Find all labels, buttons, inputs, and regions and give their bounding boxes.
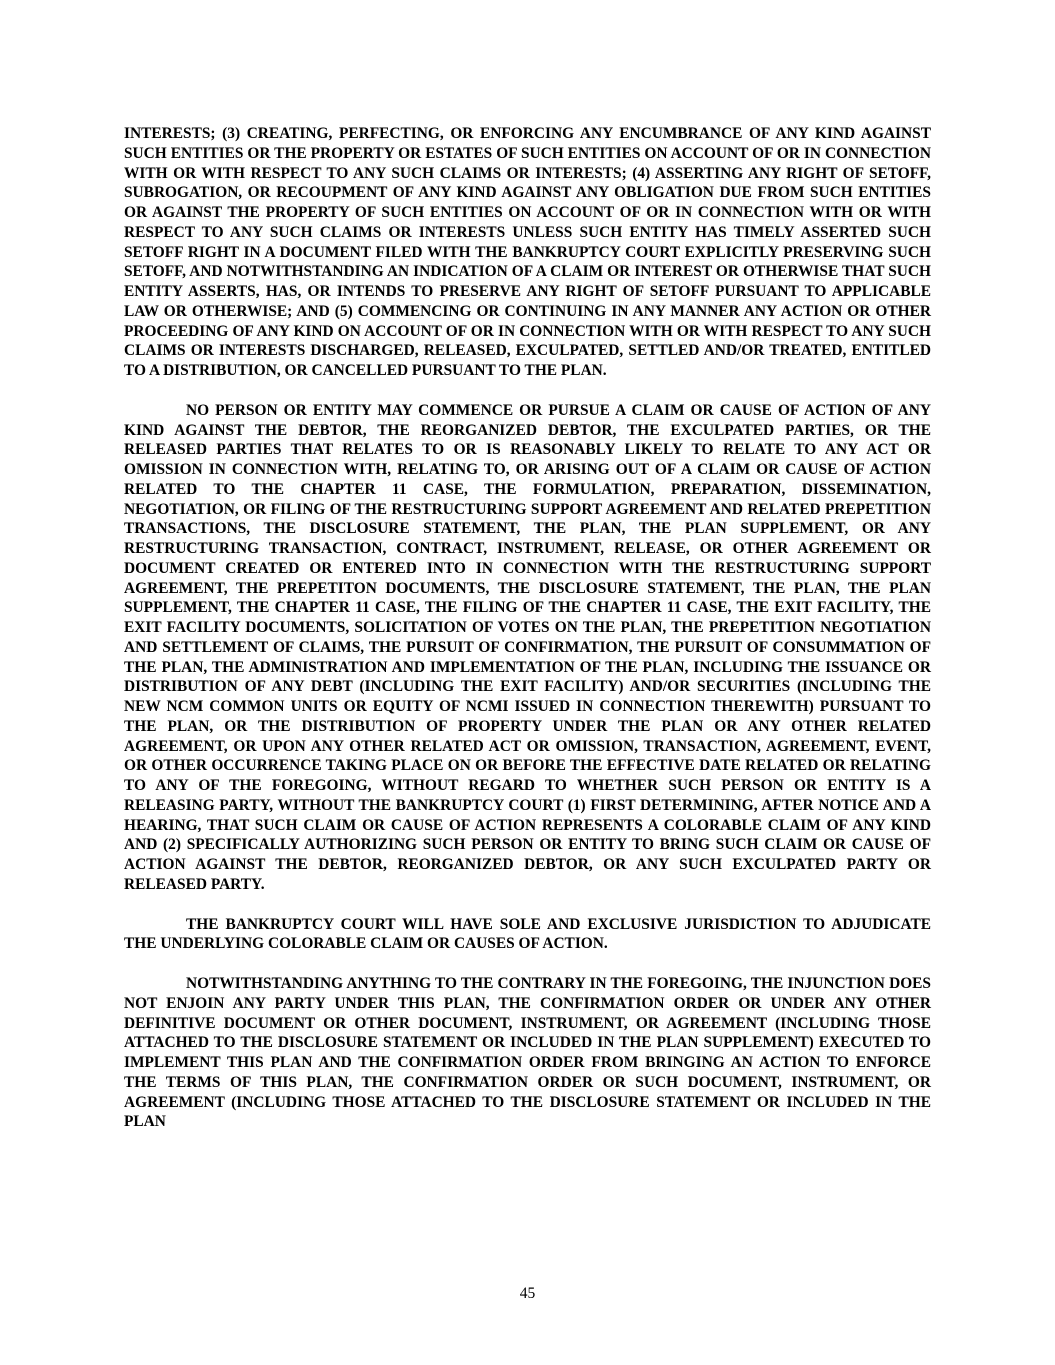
paragraph-jurisdiction: THE BANKRUPTCY COURT WILL HAVE SOLE AND EXCLUSIVE JURISDICTION TO ADJUDICATE THE UNDERLYING COLORABLE CLAIM OR CAUSES OF ACTION.: [124, 915, 931, 953]
paragraph-no-person-claim: NO PERSON OR ENTITY MAY COMMENCE OR PURSUE A CLAIM OR CAUSE OF ACTION OF ANY KIND AGAINST THE DEBTOR, THE REORGANIZED DEBTOR, THE EXCULPATED PARTIES, OR THE RELEASED PARTIES THAT RELATES TO OR IS REASONABLY LIKELY TO RELATE TO ANY ACT OR OMISSION IN CONNECTION WITH, RELATING TO, OR ARISING OUT OF A CLAIM OR CAUSE OF ACTION RELATED TO THE CHAPTER 11 CASE, THE FORMULATION, PREPARATION, DISSEMINATION, NEGOTIATION, OR FILING OF THE RESTRUCTURING SUPPORT AGREEMENT AND RELATED PREPETITION TRANSACTIONS, THE DISCLOSURE STATEMENT, THE PLAN, THE PLAN SUPPLEMENT, OR ANY RESTRUCTURING TRANSACTION, CONTRACT, INSTRUMENT, RELEASE, OR OTHER AGREEMENT OR DOCUMENT CREATED OR ENTERED INTO IN CONNECTION WITH THE RESTRUCTURING SUPPORT AGREEMENT, THE PREPETITON DOCUMENTS, THE DISCLOSURE STATEMENT, THE PLAN, THE PLAN SUPPLEMENT, THE CHAPTER 11 CASE, THE FILING OF THE CHAPTER 11 CASE, THE EXIT FACILITY, THE EXIT FACILITY DOCUMENTS, SOLICITATION OF VOTES ON THE PLAN, THE PREPETITION NEGOTIATION AND SETTLEMENT OF CLAIMS, THE PURSUIT OF CONFIRMATION, THE PURSUIT OF CONSUMMATION OF THE PLAN, THE ADMINISTRATION AND IMPLEMENTATION OF THE PLAN, INCLUDING THE ISSUANCE OR DISTRIBUTION OF ANY DEBT (INCLUDING THE EXIT FACILITY) AND/OR SECURITIES (INCLUDING THE NEW NCM COMMON UNITS OR EQUITY OF NCMI ISSUED IN CONNECTION THEREWITH) PURSUANT TO THE PLAN, OR THE DISTRIBUTION OF PROPERTY UNDER THE PLAN OR ANY OTHER RELATED AGREEMENT, OR UPON ANY OTHER RELATED ACT OR OMISSION, TRANSACTION, AGREEMENT, EVENT, OR OTHER OCCURRENCE TAKING PLACE ON OR BEFORE THE EFFECTIVE DATE RELATED OR RELATING TO ANY OF THE FOREGOING, WITHOUT REGARD TO WHETHER SUCH PERSON OR ENTITY IS A RELEASING PARTY, WITHOUT THE BANKRUPTCY COURT (1) FIRST DETERMINING, AFTER NOTICE AND A HEARING, THAT SUCH CLAIM OR CAUSE OF ACTION REPRESENTS A COLORABLE CLAIM OF ANY KIND AND (2) SPECIFICALLY AUTHORIZING SUCH PERSON OR ENTITY TO BRING SUCH CLAIM OR CAUSE OF ACTION AGAINST THE DEBTOR, REORGANIZED DEBTOR, OR ANY SUCH EXCULPATED PARTY OR RELEASED PARTY.: [124, 401, 931, 893]
page-number: 45: [519, 1285, 536, 1302]
body-text: [124, 124, 931, 1152]
paragraph-continuation: INTERESTS; (3) CREATING, PERFECTING, OR ENFORCING ANY ENCUMBRANCE OF ANY KIND AGAINST SUCH ENTITIES OR THE PROPERTY OR ESTATES OF SUCH ENTITIES ON ACCOUNT OF OR IN CONNECTION WITH OR WITH RESPECT TO ANY SUCH CLAIMS OR INTERESTS; (4) ASSERTING ANY RIGHT OF SETOFF, SUBROGATION, OR RECOUPMENT OF ANY KIND AGAINST ANY OBLIGATION DUE FROM SUCH ENTITIES OR AGAINST THE PROPERTY OF SUCH ENTITIES ON ACCOUNT OF OR IN CONNECTION WITH OR WITH RESPECT TO ANY SUCH CLAIMS OR INTERESTS UNLESS SUCH ENTITY HAS TIMELY ASSERTED SUCH SETOFF RIGHT IN A DOCUMENT FILED WITH THE BANKRUPTCY COURT EXPLICITLY PRESERVING SUCH SETOFF, AND NOTWITHSTANDING AN INDICATION OF A CLAIM OR INTEREST OR OTHERWISE THAT SUCH ENTITY ASSERTS, HAS, OR INTENDS TO PRESERVE ANY RIGHT OF SETOFF PURSUANT TO APPLICABLE LAW OR OTHERWISE; AND (5) COMMENCING OR CONTINUING IN ANY MANNER ANY ACTION OR OTHER PROCEEDING OF ANY KIND ON ACCOUNT OF OR IN CONNECTION WITH OR WITH RESPECT TO ANY SUCH CLAIMS OR INTERESTS DISCHARGED, RELEASED, EXCULPATED, SETTLED AND/OR TREATED, ENTITLED TO A DISTRIBUTION, OR CANCELLED PURSUANT TO THE PLAN.: [124, 125, 931, 379]
paragraph-notwithstanding: NOTWITHSTANDING ANYTHING TO THE CONTRARY IN THE FOREGOING, THE INJUNCTION DOES NOT ENJOIN ANY PARTY UNDER THIS PLAN, THE CONFIRMATION ORDER OR UNDER ANY OTHER DEFINITIVE DOCUMENT OR OTHER DOCUMENT, INSTRUMENT, OR AGREEMENT (INCLUDING THOSE ATTACHED TO THE DISCLOSURE STATEMENT OR INCLUDED IN THE PLAN SUPPLEMENT) EXECUTED TO IMPLEMENT THIS PLAN AND THE CONFIRMATION ORDER FROM BRINGING AN ACTION TO ENFORCE THE TERMS OF THIS PLAN, THE CONFIRMATION ORDER OR SUCH DOCUMENT, INSTRUMENT, OR AGREEMENT (INCLUDING THOSE ATTACHED TO THE DISCLOSURE STATEMENT OR INCLUDED IN THE PLAN: [124, 975, 931, 1131]
